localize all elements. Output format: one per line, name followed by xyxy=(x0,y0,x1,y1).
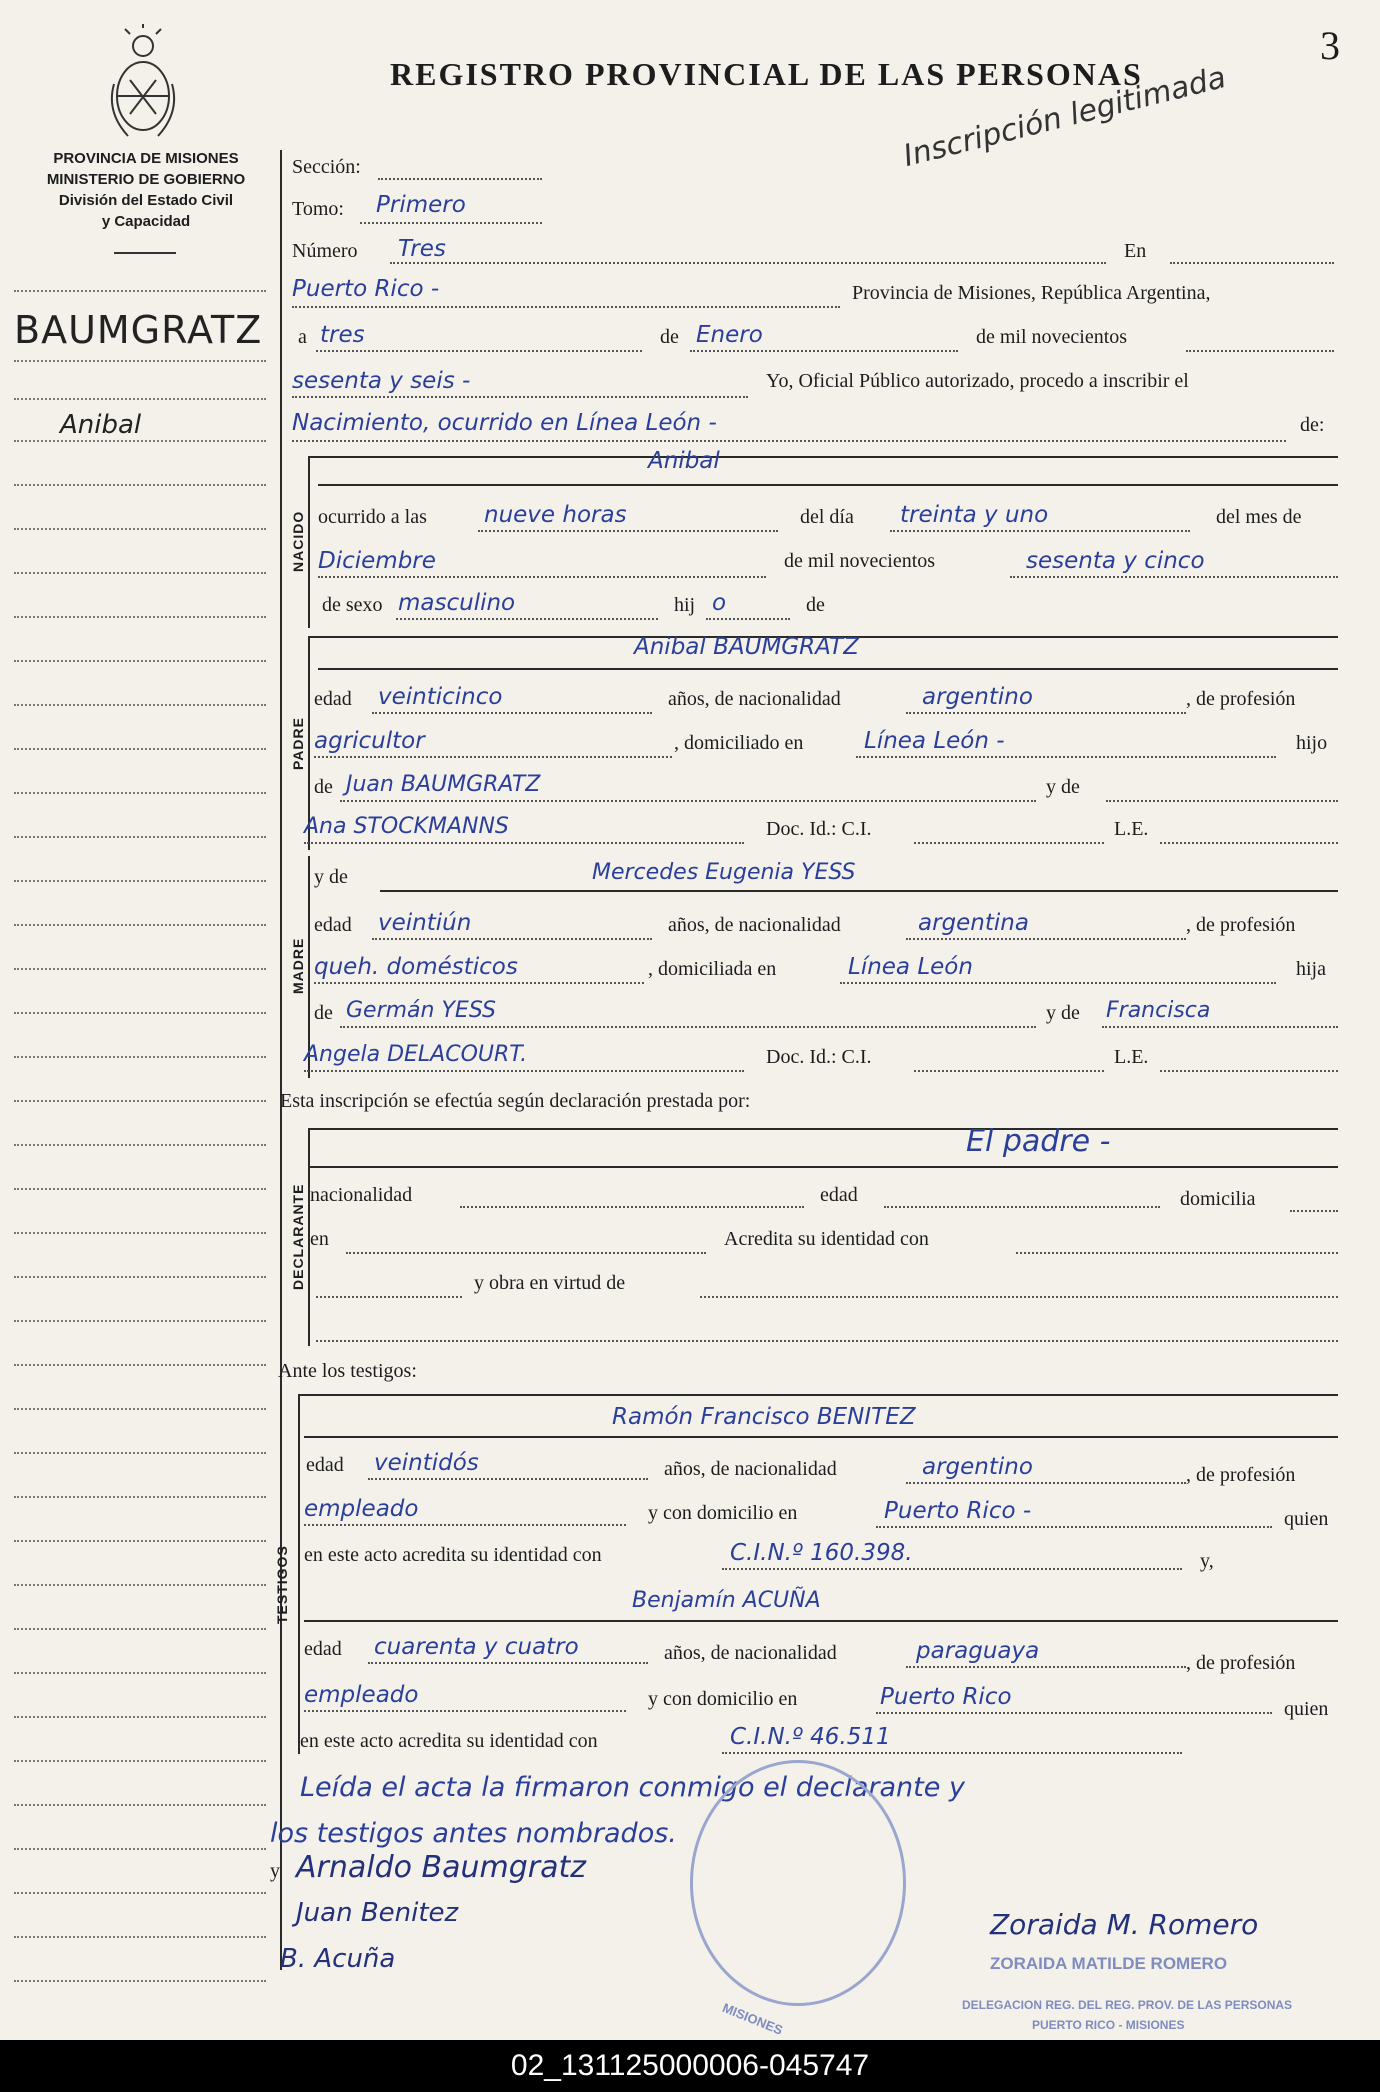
coat-of-arms-icon xyxy=(100,24,186,144)
margin-line xyxy=(14,1012,266,1014)
margin-line xyxy=(14,1408,266,1410)
field-line xyxy=(292,440,1286,442)
field-line xyxy=(360,222,542,224)
margin-line xyxy=(14,1232,266,1234)
label-domicilio-t2: y con domicilio en xyxy=(648,1688,798,1710)
testigo1-domicilio: Puerto Rico - xyxy=(884,1498,1032,1524)
field-line xyxy=(1160,842,1338,844)
margin-line xyxy=(14,1144,266,1146)
madre-nombre: Mercedes Eugenia YESS xyxy=(592,860,856,885)
label-tomo: Tomo: xyxy=(292,198,344,220)
field-line xyxy=(1170,262,1334,264)
margin-line xyxy=(14,1452,266,1454)
issuing-office xyxy=(18,148,274,232)
section-rule xyxy=(308,456,1338,458)
field-line xyxy=(890,530,1190,532)
label-domiciliada: , domiciliada en xyxy=(648,958,777,980)
margin-line xyxy=(14,836,266,838)
margin-line xyxy=(14,704,266,706)
field-line xyxy=(304,1436,1338,1438)
margin-line xyxy=(14,1804,266,1806)
field-line xyxy=(722,1568,1182,1570)
field-line xyxy=(390,262,1106,264)
testigo1-edad: veintidós xyxy=(374,1450,479,1476)
label-provincia: Provincia de Misiones, República Argentina, xyxy=(852,282,1211,304)
label-edad-d: edad xyxy=(820,1184,858,1206)
label-del-mes: del mes de xyxy=(1216,506,1302,528)
section-label-testigos: TESTIGOS xyxy=(274,1545,290,1624)
field-line xyxy=(292,306,840,308)
margin-line xyxy=(14,440,266,442)
margin-line xyxy=(14,1892,266,1894)
label-hij: hij xyxy=(674,594,696,616)
label-edad-t2: edad xyxy=(304,1638,342,1660)
margin-line xyxy=(14,1980,266,1982)
label-domicilio-t1: y con domicilio en xyxy=(648,1502,798,1524)
label-y-closing: y xyxy=(270,1860,280,1882)
dia-value: treinta y uno xyxy=(900,502,1049,528)
field-line xyxy=(1290,1210,1338,1212)
margin-line xyxy=(14,1716,266,1718)
label-acredita-t2: en este acto acredita su identidad con xyxy=(300,1730,598,1752)
label-nacionalidad-m: años, de nacionalidad xyxy=(668,914,841,936)
field-line xyxy=(840,982,1276,984)
document-title: REGISTRO PROVINCIAL DE LAS PERSONAS xyxy=(390,56,1143,92)
testigo2-nombre: Benjamín ACUÑA xyxy=(632,1588,821,1613)
madre-domicilio: Línea León xyxy=(848,954,973,980)
label-le-m: L.E. xyxy=(1114,1046,1149,1068)
office-line: y Capacidad xyxy=(101,213,191,230)
signature-official: Zoraida M. Romero xyxy=(990,1908,1259,1941)
anio-insc-value: sesenta y seis - xyxy=(292,368,471,394)
margin-line xyxy=(14,924,266,926)
seal-text: MISIONES xyxy=(720,2000,785,2038)
margin-line xyxy=(14,290,266,292)
section-label-madre: MADRE xyxy=(290,937,306,994)
field-line xyxy=(316,350,642,352)
section-rule xyxy=(308,1128,1338,1130)
page-number: 3 xyxy=(1320,23,1340,68)
madre-padre: Germán YESS xyxy=(346,998,496,1023)
label-edad-m: edad xyxy=(314,914,352,936)
field-line xyxy=(314,982,644,984)
margin-line xyxy=(14,792,266,794)
sexo-value: masculino xyxy=(398,590,516,616)
label-nacionalidad-t1: años, de nacionalidad xyxy=(664,1458,837,1480)
field-line xyxy=(378,178,542,180)
label-hijo: hijo xyxy=(1296,732,1328,754)
label-obra: y obra en virtud de xyxy=(474,1272,626,1294)
field-line xyxy=(292,396,748,398)
label-acredita: Acredita su identidad con xyxy=(724,1228,929,1250)
padre-edad: veinticinco xyxy=(378,684,503,710)
label-y-comma: y, xyxy=(1200,1550,1214,1572)
label-y-de-m2: y de xyxy=(1046,1002,1080,1024)
section-label-declarante: DECLARANTE xyxy=(290,1183,306,1290)
label-de-colon: de: xyxy=(1300,414,1325,436)
signature-witness-1: Juan Benitez xyxy=(296,1898,459,1928)
label-y-de-m: y de xyxy=(314,866,348,888)
label-nacionalidad-t2: años, de nacionalidad xyxy=(664,1642,837,1664)
field-line xyxy=(1010,576,1338,578)
field-line xyxy=(372,938,652,940)
margin-line xyxy=(14,1100,266,1102)
label-mil-novecientos-2: de mil novecientos xyxy=(784,550,936,572)
field-line xyxy=(460,1206,804,1208)
testigo1-nombre: Ramón Francisco BENITEZ xyxy=(612,1404,916,1430)
field-line xyxy=(876,1526,1272,1528)
madre-profesion: queh. domésticos xyxy=(314,954,518,980)
hora-value: nueve horas xyxy=(484,502,627,528)
field-line xyxy=(914,1070,1104,1072)
testigo1-nacionalidad: argentino xyxy=(922,1454,1033,1480)
signature-witness-2: B. Acuña xyxy=(280,1944,396,1974)
label-profesion-t1: , de profesión xyxy=(1186,1464,1296,1486)
label-domicilia: domicilia xyxy=(1180,1188,1256,1210)
label-yo: Yo, Oficial Público autorizado, procedo a inscribir el xyxy=(766,370,1189,392)
label-mil-novecientos: de mil novecientos xyxy=(976,326,1128,348)
padre-madre: Ana STOCKMANNS xyxy=(304,814,509,839)
field-line xyxy=(700,1296,1338,1298)
label-edad-t1: edad xyxy=(306,1454,344,1476)
field-line xyxy=(368,1662,648,1664)
field-line xyxy=(304,1070,744,1072)
margin-line xyxy=(14,1628,266,1630)
field-line xyxy=(368,1478,648,1480)
label-ocurrido: ocurrido a las xyxy=(318,506,427,528)
padre-profesion: agricultor xyxy=(314,728,425,754)
stamp-office: DELEGACION REG. DEL REG. PROV. DE LAS PERSONAS xyxy=(962,1998,1293,2012)
label-a: a xyxy=(298,326,307,348)
margin-given-name: Anibal xyxy=(60,410,142,440)
label-quien-t2: quien xyxy=(1284,1698,1329,1720)
padre-padre: Juan BAUMGRATZ xyxy=(346,772,541,797)
margin-line xyxy=(14,1936,266,1938)
section-rule xyxy=(308,456,310,628)
tomo-value: Primero xyxy=(376,192,466,218)
label-nacionalidad-d: nacionalidad xyxy=(310,1184,413,1206)
field-line xyxy=(906,712,1186,714)
field-line xyxy=(380,890,1338,892)
label-edad: edad xyxy=(314,688,352,710)
label-seccion: Sección: xyxy=(292,156,361,178)
label-y-de: y de xyxy=(1046,776,1080,798)
margin-line xyxy=(14,1584,266,1586)
field-line xyxy=(304,1620,1338,1622)
label-quien-t1: quien xyxy=(1284,1508,1329,1530)
field-line xyxy=(1102,1026,1338,1028)
numero-value: Tres xyxy=(398,236,446,262)
label-esta-inscripcion: Esta inscripción se efectúa según declaración prestada por: xyxy=(280,1090,751,1112)
document-id: 02_131125000006-045747 xyxy=(510,2049,870,2082)
field-line xyxy=(906,1666,1186,1668)
divider xyxy=(114,252,176,254)
margin-line xyxy=(14,1540,266,1542)
madre-nacionalidad: argentina xyxy=(918,910,1029,936)
field-line xyxy=(316,1296,462,1298)
office-line: División del Estado Civil xyxy=(58,192,234,209)
declarante-value: El padre - xyxy=(966,1124,1111,1159)
document-id-bar xyxy=(0,2040,1380,2092)
section-rule xyxy=(298,1394,1338,1396)
nacido-nombre: Anibal xyxy=(648,448,720,474)
padre-nacionalidad: argentino xyxy=(922,684,1033,710)
dia-insc-value: tres xyxy=(320,322,365,348)
mes-insc-value: Enero xyxy=(696,322,763,348)
label-nacionalidad: años, de nacionalidad xyxy=(668,688,841,710)
section-label-nacido: NACIDO xyxy=(290,510,306,572)
signature-declarante: Arnaldo Baumgratz xyxy=(296,1850,586,1885)
label-de-2: de xyxy=(806,594,825,616)
testigo2-nacionalidad: paraguaya xyxy=(916,1638,1040,1664)
closing-line-1: Leída el acta la firmaron conmigo el declarante y xyxy=(300,1772,965,1803)
label-hija: hija xyxy=(1296,958,1326,980)
field-line xyxy=(310,1166,1338,1168)
padre-nombre: Anibal BAUMGRATZ xyxy=(634,634,859,660)
testigo1-profesion: empleado xyxy=(304,1496,419,1522)
margin-line xyxy=(14,1848,266,1850)
madre-madre: Angela DELACOURT. xyxy=(304,1042,528,1067)
section-label-padre: PADRE xyxy=(290,717,306,770)
margin-line xyxy=(14,1760,266,1762)
label-ante-testigos: Ante los testigos: xyxy=(278,1360,417,1382)
label-en-d: en xyxy=(310,1228,329,1250)
label-sexo: de sexo xyxy=(322,594,383,616)
official-seal xyxy=(690,1760,906,2006)
field-line xyxy=(316,1340,1338,1342)
testigo2-profesion: empleado xyxy=(304,1682,419,1708)
margin-line xyxy=(14,1364,266,1366)
margin-line xyxy=(14,968,266,970)
field-line xyxy=(1016,1252,1338,1254)
field-line xyxy=(304,842,744,844)
field-line xyxy=(318,668,1338,670)
lugar-value: Puerto Rico - xyxy=(292,276,440,302)
label-numero: Número xyxy=(292,240,358,262)
label-doc: Doc. Id.: C.I. xyxy=(766,818,872,840)
hijo-suffix: o xyxy=(712,590,727,616)
field-line xyxy=(884,1206,1160,1208)
anio-value: sesenta y cinco xyxy=(1026,548,1205,574)
margin-line xyxy=(14,880,266,882)
acto-value: Nacimiento, ocurrido en Línea León - xyxy=(292,410,717,436)
office-line: PROVINCIA DE MISIONES xyxy=(53,150,239,167)
testigo2-edad: cuarenta y cuatro xyxy=(374,1634,579,1660)
label-profesion-t2: , de profesión xyxy=(1186,1652,1296,1674)
office-line: MINISTERIO DE GOBIERNO xyxy=(46,171,246,188)
margin-line xyxy=(14,1672,266,1674)
field-line xyxy=(906,938,1186,940)
label-domiciliado: , domiciliado en xyxy=(674,732,804,754)
padre-domicilio: Línea León - xyxy=(864,728,1005,754)
margin-line xyxy=(14,616,266,618)
field-line xyxy=(706,618,790,620)
field-line xyxy=(1186,350,1334,352)
field-line xyxy=(396,618,658,620)
margin-line xyxy=(14,1320,266,1322)
stamp-name: ZORAIDA MATILDE ROMERO xyxy=(990,1954,1228,1973)
label-de-m: de xyxy=(314,1002,333,1024)
label-de-3: de xyxy=(314,776,333,798)
mes-value: Diciembre xyxy=(318,548,436,574)
field-line xyxy=(856,756,1276,758)
field-line xyxy=(914,842,1104,844)
field-line xyxy=(906,1482,1186,1484)
field-line xyxy=(314,756,672,758)
field-line xyxy=(318,576,766,578)
margin-line xyxy=(14,1496,266,1498)
margin-surname: BAUMGRATZ xyxy=(14,308,263,352)
margin-line xyxy=(14,1056,266,1058)
field-line xyxy=(340,1026,1036,1028)
field-line xyxy=(722,1752,1182,1754)
field-line xyxy=(690,350,958,352)
madre-edad: veintiún xyxy=(378,910,472,936)
margin-line xyxy=(14,1276,266,1278)
field-line xyxy=(304,1524,626,1526)
field-line xyxy=(876,1712,1272,1714)
madre-madre-first: Francisca xyxy=(1106,998,1211,1023)
field-line xyxy=(478,530,778,532)
field-line xyxy=(1106,800,1338,802)
label-doc-m: Doc. Id.: C.I. xyxy=(766,1046,872,1068)
closing-line-2: los testigos antes nombrados. xyxy=(270,1818,677,1849)
label-de: de xyxy=(660,326,679,348)
label-acredita-t1: en este acto acredita su identidad con xyxy=(304,1544,602,1566)
field-line xyxy=(304,1710,626,1712)
field-line xyxy=(346,1252,706,1254)
label-profesion: , de profesión xyxy=(1186,688,1296,710)
label-profesion-m: , de profesión xyxy=(1186,914,1296,936)
margin-line xyxy=(14,572,266,574)
field-line xyxy=(1160,1070,1338,1072)
margin-line xyxy=(14,360,266,362)
field-line xyxy=(372,712,652,714)
testigo1-documento: C.I.N.º 160.398. xyxy=(730,1540,913,1566)
label-le: L.E. xyxy=(1114,818,1149,840)
column-rule xyxy=(280,150,282,1970)
section-rule xyxy=(298,1394,300,1754)
margin-line xyxy=(14,528,266,530)
margin-line xyxy=(14,398,266,400)
margin-line xyxy=(14,1188,266,1190)
field-line xyxy=(340,800,1036,802)
margin-line xyxy=(14,660,266,662)
margin-line xyxy=(14,748,266,750)
legitimation-annotation: Inscripción legitimada xyxy=(900,59,1230,174)
margin-line xyxy=(14,484,266,486)
testigo2-domicilio: Puerto Rico xyxy=(880,1684,1012,1710)
label-del-dia: del día xyxy=(800,506,854,528)
stamp-place: PUERTO RICO - MISIONES xyxy=(1032,2018,1185,2032)
field-line xyxy=(318,484,1338,486)
label-en: En xyxy=(1124,240,1147,262)
testigo2-documento: C.I.N.º 46.511 xyxy=(730,1724,891,1750)
